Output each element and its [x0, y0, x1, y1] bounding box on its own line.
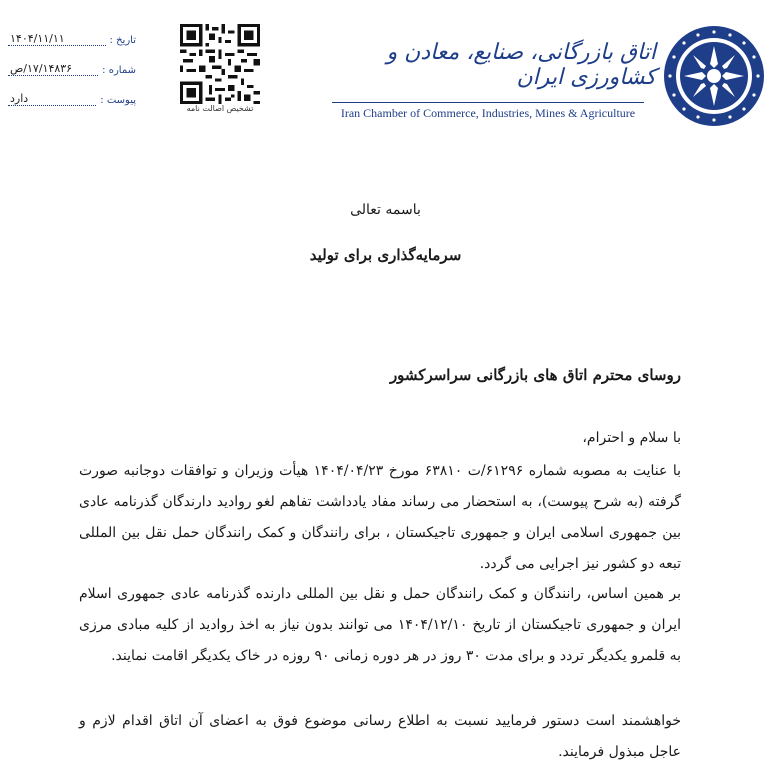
number-label: شماره : [102, 65, 136, 76]
qr-caption: تشخیص اصالت نامه [186, 104, 254, 113]
attachment-label: پیوست : [100, 95, 136, 106]
date-row [8, 26, 136, 46]
number-row [8, 56, 136, 76]
attachment-row [8, 86, 136, 106]
letter-subject: سرمایه‌گذاری برای تولید [309, 246, 462, 264]
invocation: باسمه تعالی [350, 202, 421, 218]
date-label: تاریخ : [109, 35, 136, 46]
paragraph-3: خواهشمند است دستور فرمایید نسبت به اطلاع رسانی موضوع فوق به اعضای آن اتاق اقدام لازم و عاجل مبذول فرمایند. [79, 713, 681, 760]
paragraph-2: بر همین اساس، رانندگان و کمک رانندگان حمل و نقل بین المللی دارنده گذرنامه عادی جمهوری اسلام ایران و جمهوری تاجیکستان از تاریخ ۱۴۰۴/۱۲/۱۰ می توانند بدون نیاز به اخذ روادید از کلیه مبادی مرزی به قلمرو یکدیگر تردد و برای مدت ۳۰ روز در هر دوره زمانی ۹۰ روزه در خاک یکدیگر اقامت نمایند. [79, 586, 681, 664]
number-value: ۱۷/۱۴۸۳۶/ص [8, 62, 98, 76]
qr-code-icon[interactable] [180, 24, 260, 104]
attachment-value: دارد [8, 92, 96, 106]
greeting: با سلام و احترام، [582, 430, 681, 446]
org-name-en: Iran Chamber of Commerce, Industries, Mines & Agriculture [332, 102, 644, 121]
date-value: ۱۴۰۴/۱۱/۱۱ [8, 32, 106, 46]
addressee: روسای محترم اتاق های بازرگانی سراسرکشور [389, 366, 681, 384]
org-name-fa: اتاق بازرگانی، صنایع، معادن و کشاورزی ایران [386, 40, 656, 90]
chamber-logo-icon [662, 24, 766, 128]
paragraph-1: با عنایت به مصوبه شماره ۶۱۲۹۶/ت ۶۳۸۱۰ مورخ ۱۴۰۴/۰۴/۲۳ هیأت وزیران و توافقات دوجانبه صورت گرفته (به شرح پیوست)، به استحضار می رساند مفاد یادداشت تفاهم لغو روادید دارندگان گذرنامه عادی بین جمهوری اسلامی ایران و جمهوری تاجیکستان ، برای رانندگان و کمک رانندگان حمل نقل بین المللی تبعه دو کشور نیز اجرایی می گردد. [79, 463, 681, 572]
